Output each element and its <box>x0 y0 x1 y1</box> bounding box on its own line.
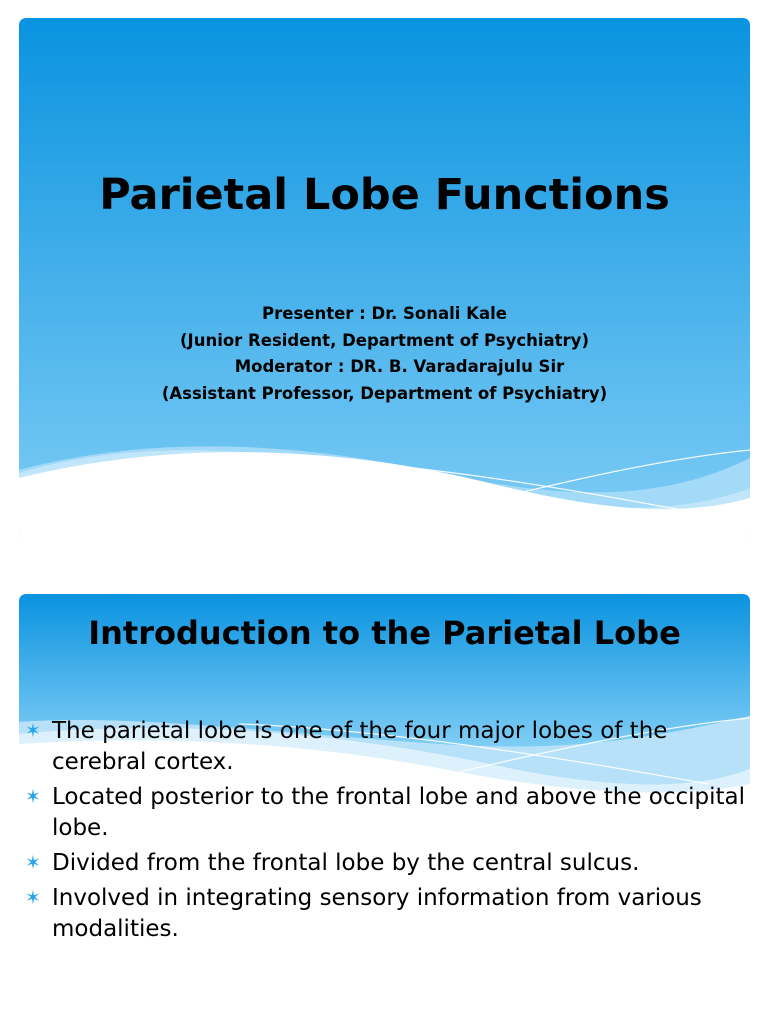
title-slide <box>19 18 750 538</box>
moderator-role-line: (Assistant Professor, Department of Psychiatry) <box>161 383 608 403</box>
list-item <box>19 848 750 879</box>
star-bullet-icon: ✶ <box>25 786 41 808</box>
bullet-list <box>19 716 750 949</box>
content-slide <box>19 594 750 1006</box>
moderator-line: Moderator : DR. B. Varadarajulu Sir <box>234 357 565 376</box>
list-item <box>19 782 750 844</box>
bullet-text: Divided from the frontal lobe by the central sulcus. <box>52 850 640 876</box>
presenter-info <box>19 301 750 407</box>
slide-title: Introduction to the Parietal Lobe <box>88 614 681 652</box>
star-bullet-icon: ✶ <box>25 887 41 909</box>
bullet-text: The parietal lobe is one of the four major lobes of the cerebral cortex. <box>52 718 668 775</box>
list-item <box>19 716 750 778</box>
star-bullet-icon: ✶ <box>25 852 41 874</box>
list-item <box>19 883 750 945</box>
bullet-text: Located posterior to the frontal lobe and above the occipital lobe. <box>52 784 746 841</box>
slide-title: Parietal Lobe Functions <box>99 170 670 220</box>
bullet-text: Involved in integrating sensory information from various modalities. <box>52 885 702 942</box>
presenter-line: Presenter : Dr. Sonali Kale <box>262 304 507 323</box>
presenter-role-line: (Junior Resident, Department of Psychiatry) <box>180 330 589 350</box>
star-bullet-icon: ✶ <box>25 720 41 742</box>
